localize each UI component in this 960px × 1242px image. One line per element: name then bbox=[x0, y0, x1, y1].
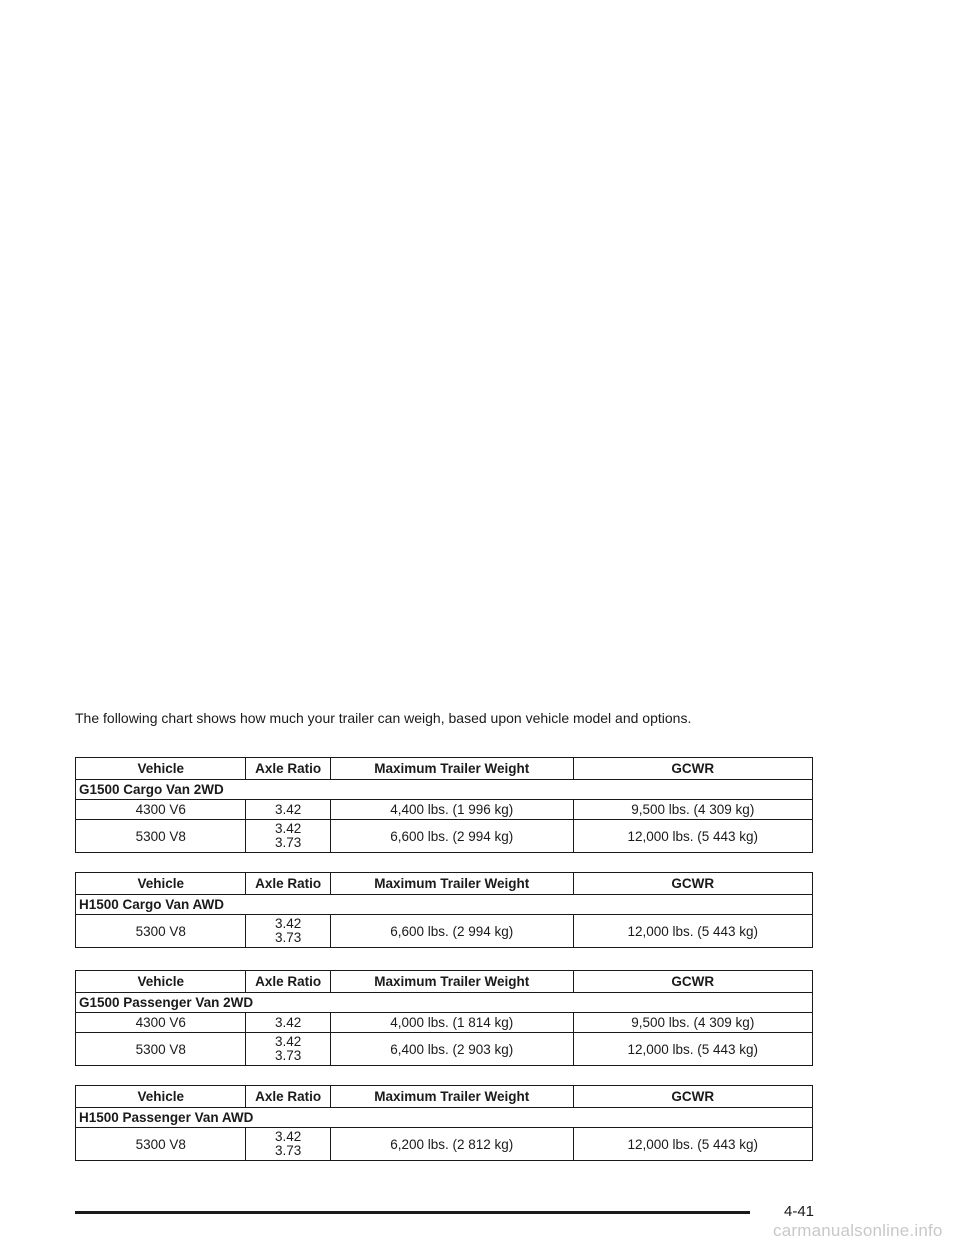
table-header-row bbox=[76, 1086, 813, 1108]
axle-ratio-value: 3.73 bbox=[275, 1048, 302, 1063]
engine-cell: 5300 V8 bbox=[76, 915, 246, 948]
axle-ratio-cell: 3.42 bbox=[246, 1013, 330, 1033]
table-header-row bbox=[76, 971, 813, 993]
col-header-axle-ratio: Axle Ratio bbox=[246, 873, 330, 895]
axle-ratio-value: 3.42 bbox=[275, 916, 302, 931]
trailer-table-g1500-passenger bbox=[75, 970, 813, 1066]
col-header-vehicle: Vehicle bbox=[76, 873, 246, 895]
trailer-table-h1500-passenger bbox=[75, 1085, 813, 1161]
gcwr-cell: 12,000 lbs. (5 443 kg) bbox=[573, 915, 812, 948]
col-header-gcwr: GCWR bbox=[573, 758, 812, 780]
axle-ratio-cell bbox=[246, 1033, 330, 1066]
max-weight-cell: 6,200 lbs. (2 812 kg) bbox=[330, 1128, 573, 1161]
table-header-row bbox=[76, 758, 813, 780]
col-header-vehicle: Vehicle bbox=[76, 1086, 246, 1108]
group-row bbox=[76, 993, 813, 1013]
max-weight-cell: 6,600 lbs. (2 994 kg) bbox=[330, 820, 573, 853]
vehicle-group-label: G1500 Passenger Van 2WD bbox=[76, 993, 813, 1013]
gcwr-cell: 9,500 lbs. (4 309 kg) bbox=[573, 800, 812, 820]
table-row bbox=[76, 1013, 813, 1033]
footer-rule bbox=[75, 1211, 750, 1214]
intro-paragraph: The following chart shows how much your trailer can weigh, based upon vehicle model and options. bbox=[75, 710, 692, 726]
col-header-vehicle: Vehicle bbox=[76, 758, 246, 780]
col-header-gcwr: GCWR bbox=[573, 873, 812, 895]
table-row bbox=[76, 1033, 813, 1066]
page-number: 4-41 bbox=[784, 1203, 815, 1220]
axle-ratio-cell bbox=[246, 820, 330, 853]
col-header-gcwr: GCWR bbox=[573, 971, 812, 993]
max-weight-cell: 4,000 lbs. (1 814 kg) bbox=[330, 1013, 573, 1033]
axle-ratio-cell bbox=[246, 915, 330, 948]
watermark: carmanualsonline.info bbox=[773, 1221, 943, 1240]
axle-ratio-cell: 3.42 bbox=[246, 800, 330, 820]
table-row bbox=[76, 915, 813, 948]
group-row bbox=[76, 895, 813, 915]
axle-ratio-cell bbox=[246, 1128, 330, 1161]
col-header-max-trailer-weight: Maximum Trailer Weight bbox=[330, 971, 573, 993]
gcwr-cell: 12,000 lbs. (5 443 kg) bbox=[573, 1128, 812, 1161]
trailer-table-h1500-cargo bbox=[75, 872, 813, 948]
col-header-max-trailer-weight: Maximum Trailer Weight bbox=[330, 758, 573, 780]
axle-ratio-value: 3.42 bbox=[275, 1129, 302, 1144]
axle-ratio-value: 3.73 bbox=[275, 835, 302, 850]
col-header-gcwr: GCWR bbox=[573, 1086, 812, 1108]
engine-cell: 5300 V8 bbox=[76, 1128, 246, 1161]
group-row bbox=[76, 780, 813, 800]
table-row bbox=[76, 820, 813, 853]
col-header-axle-ratio: Axle Ratio bbox=[246, 1086, 330, 1108]
axle-ratio-value: 3.73 bbox=[275, 930, 302, 945]
engine-cell: 5300 V8 bbox=[76, 1033, 246, 1066]
group-row bbox=[76, 1108, 813, 1128]
col-header-axle-ratio: Axle Ratio bbox=[246, 971, 330, 993]
table-row bbox=[76, 800, 813, 820]
col-header-vehicle: Vehicle bbox=[76, 971, 246, 993]
table-row bbox=[76, 1128, 813, 1161]
engine-cell: 5300 V8 bbox=[76, 820, 246, 853]
engine-cell: 4300 V6 bbox=[76, 800, 246, 820]
col-header-max-trailer-weight: Maximum Trailer Weight bbox=[330, 1086, 573, 1108]
engine-cell: 4300 V6 bbox=[76, 1013, 246, 1033]
vehicle-group-label: H1500 Cargo Van AWD bbox=[76, 895, 813, 915]
col-header-max-trailer-weight: Maximum Trailer Weight bbox=[330, 873, 573, 895]
table-header-row bbox=[76, 873, 813, 895]
max-weight-cell: 4,400 lbs. (1 996 kg) bbox=[330, 800, 573, 820]
gcwr-cell: 12,000 lbs. (5 443 kg) bbox=[573, 1033, 812, 1066]
col-header-axle-ratio: Axle Ratio bbox=[246, 758, 330, 780]
max-weight-cell: 6,600 lbs. (2 994 kg) bbox=[330, 915, 573, 948]
axle-ratio-value: 3.42 bbox=[275, 1034, 302, 1049]
max-weight-cell: 6,400 lbs. (2 903 kg) bbox=[330, 1033, 573, 1066]
gcwr-cell: 12,000 lbs. (5 443 kg) bbox=[573, 820, 812, 853]
axle-ratio-value: 3.42 bbox=[275, 821, 302, 836]
vehicle-group-label: G1500 Cargo Van 2WD bbox=[76, 780, 813, 800]
axle-ratio-value: 3.73 bbox=[275, 1143, 302, 1158]
vehicle-group-label: H1500 Passenger Van AWD bbox=[76, 1108, 813, 1128]
gcwr-cell: 9,500 lbs. (4 309 kg) bbox=[573, 1013, 812, 1033]
trailer-table-g1500-cargo bbox=[75, 757, 813, 853]
